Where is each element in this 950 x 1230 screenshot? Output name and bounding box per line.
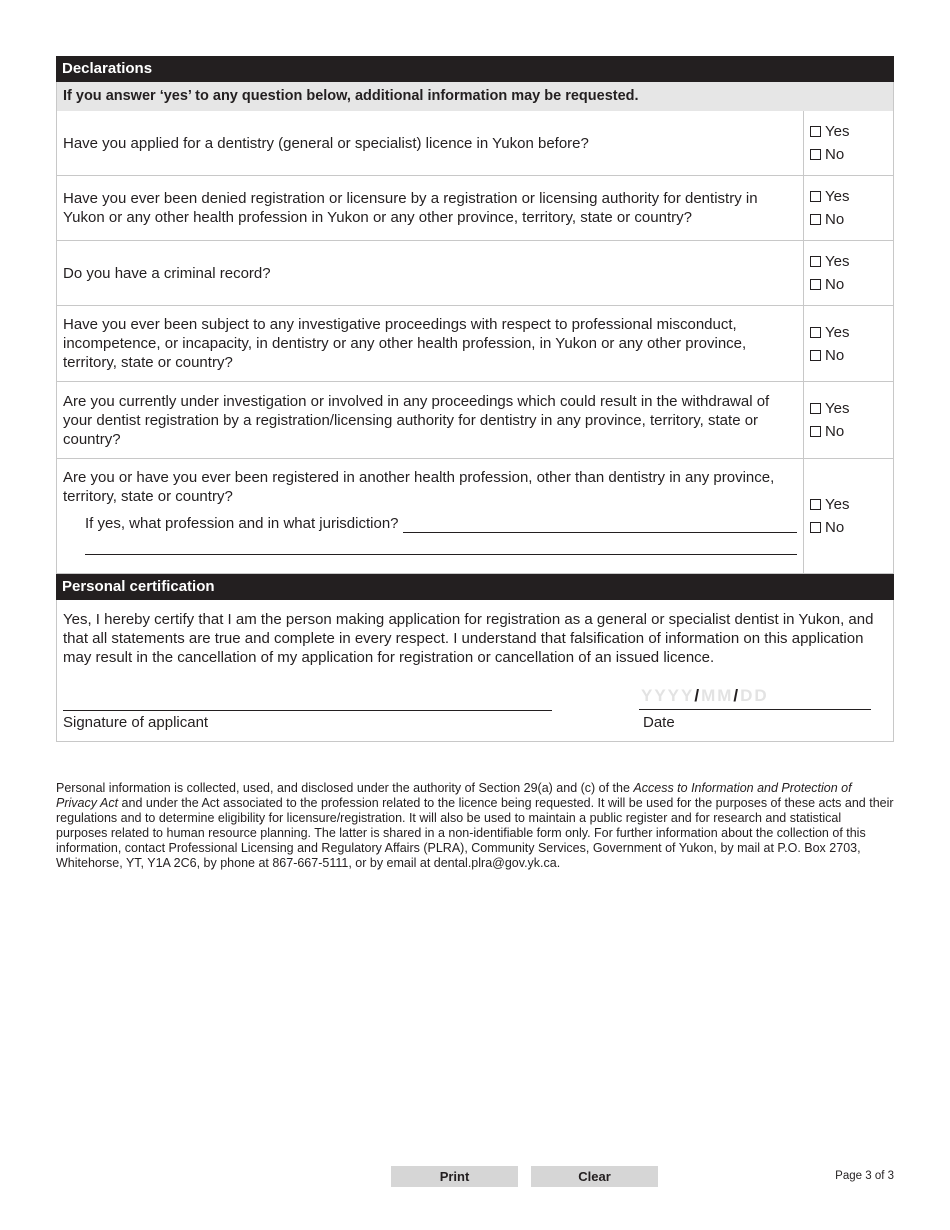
- certification-header: Personal certification: [56, 574, 894, 600]
- question-text-2: Have you ever been denied registration or licensure by a registration or licensing authority for dentistry in Yukon or any other health profession in Yukon or any other province, territory, state or country?: [57, 176, 804, 240]
- checkbox-icon: [810, 191, 821, 202]
- question-row-3: [56, 241, 894, 306]
- date-day-placeholder: DD: [740, 686, 769, 705]
- page-number: Page 3 of 3: [835, 1170, 894, 1182]
- clear-button[interactable]: Clear: [531, 1166, 658, 1187]
- question-row-6: [56, 459, 894, 574]
- followup-line: [85, 514, 797, 533]
- signature-label: Signature of applicant: [63, 714, 209, 731]
- no-checkbox-3[interactable]: No: [810, 273, 893, 296]
- checkbox-icon: [810, 214, 821, 225]
- question-text-1: Have you applied for a dentistry (general or specialist) licence in Yukon before?: [57, 111, 804, 175]
- question-row-1: [56, 111, 894, 176]
- answer-options-1: [804, 111, 893, 175]
- followup-prompt: If yes, what profession and in what jurisdiction?: [85, 515, 399, 532]
- no-checkbox-6[interactable]: No: [810, 516, 893, 539]
- checkbox-icon: [810, 426, 821, 437]
- declarations-instruction: If you answer ‘yes’ to any question below, additional information may be requested.: [56, 82, 894, 111]
- question-text-5: Are you currently under investigation or involved in any proceedings which could result in the withdrawal of your dentist registration by a registration/licensing authority for dentistry in any province, territory, state or country?: [57, 382, 804, 458]
- question-text-6: Are you or have you ever been registered in another health profession, other than dentistry in any province, territory, state or country? If yes, what profession and in what jurisdiction?: [57, 459, 804, 573]
- question-text-3: Do you have a criminal record?: [57, 241, 804, 305]
- yes-checkbox-2[interactable]: Yes: [810, 185, 893, 208]
- profession-jurisdiction-field-line2[interactable]: [85, 553, 797, 555]
- print-button[interactable]: Print: [391, 1166, 518, 1187]
- checkbox-icon: [810, 279, 821, 290]
- certification-section: [56, 600, 894, 742]
- question-text-4: Have you ever been subject to any investigative proceedings with respect to professional misconduct, incompetence, or incapacity, in dentistry or any other health profession, in Yukon or any other province, territory, state or country?: [57, 306, 804, 381]
- date-separator: /: [694, 686, 702, 705]
- question-row-4: [56, 306, 894, 382]
- checkbox-icon: [810, 522, 821, 533]
- answer-options-6: [804, 459, 893, 573]
- no-checkbox-4[interactable]: No: [810, 344, 893, 367]
- date-label: Date: [643, 714, 675, 731]
- yes-checkbox-6[interactable]: Yes: [810, 493, 893, 516]
- application-form: [56, 56, 894, 742]
- no-checkbox-1[interactable]: No: [810, 143, 893, 166]
- checkbox-icon: [810, 149, 821, 160]
- question-row-5: [56, 382, 894, 459]
- date-separator: /: [733, 686, 741, 705]
- declarations-header: Declarations: [56, 56, 894, 82]
- answer-options-5: [804, 382, 893, 458]
- yes-checkbox-4[interactable]: Yes: [810, 321, 893, 344]
- answer-options-3: [804, 241, 893, 305]
- no-checkbox-2[interactable]: No: [810, 208, 893, 231]
- question-row-2: [56, 176, 894, 241]
- yes-checkbox-1[interactable]: Yes: [810, 120, 893, 143]
- checkbox-icon: [810, 350, 821, 361]
- answer-options-4: [804, 306, 893, 381]
- answer-options-2: [804, 176, 893, 240]
- profession-jurisdiction-field[interactable]: [403, 517, 798, 533]
- certification-text: Yes, I hereby certify that I am the person making application for registration as a general or specialist dentist in Yukon, and that all statements are true and complete in every respect. I understand that falsification of information on this application may result in the cancellation of my application for registration or cancellation of an issued licence.: [63, 611, 874, 666]
- yes-checkbox-3[interactable]: Yes: [810, 250, 893, 273]
- checkbox-icon: [810, 499, 821, 510]
- no-checkbox-5[interactable]: No: [810, 420, 893, 443]
- checkbox-icon: [810, 256, 821, 267]
- date-year-placeholder: YYYY: [641, 686, 695, 705]
- checkbox-icon: [810, 327, 821, 338]
- privacy-notice: Personal information is collected, used, and disclosed under the authority of Section 29(a) and (c) of the Access to Information and Protection of Privacy Act and under the Act associated to the profession related to the licence being requested. It will be used for the purposes of these acts and their regulations and to determine eligibility for licensure/registration. It will also be used to maintain a public register and for research and statistical purposes related to human resource planning. The latter is shared in a non-identifiable form only. For further information about the collection of this information, contact Professional Licensing and Regulatory Affairs (PLRA), Community Services, Government of Yukon, by mail at P.O. Box 2703, Whitehorse, YT, Y1A 2C6, by phone at 867-667-5111, or by email at dental.plra@gov.yk.ca.: [56, 781, 894, 870]
- signature-field[interactable]: [63, 710, 552, 711]
- date-input[interactable]: [639, 686, 871, 710]
- date-month-placeholder: MM: [701, 686, 734, 705]
- checkbox-icon: [810, 403, 821, 414]
- yes-checkbox-5[interactable]: Yes: [810, 397, 893, 420]
- checkbox-icon: [810, 126, 821, 137]
